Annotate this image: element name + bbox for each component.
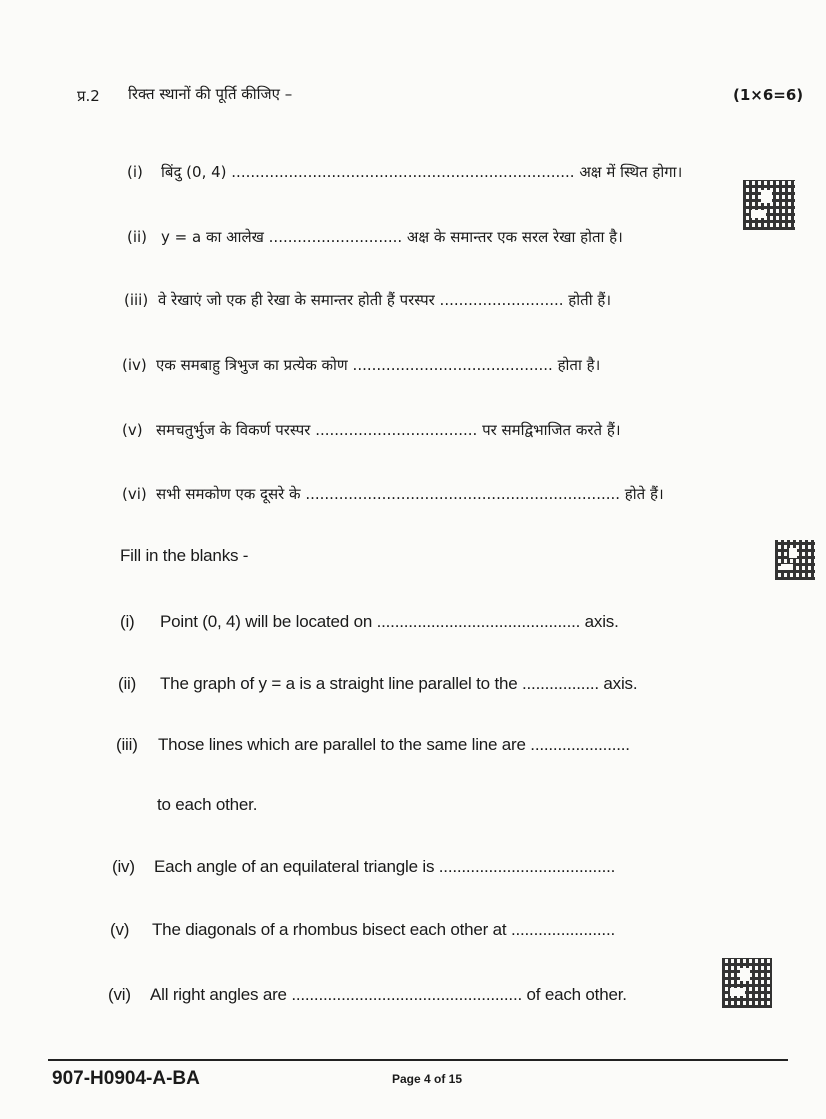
item-text: एक समबाहु त्रिभुज का प्रत्येक कोण .......................................... होता है।: [156, 356, 601, 374]
item-label: (ii): [127, 228, 148, 246]
english-item-3: [116, 735, 630, 755]
qr-code-icon: [775, 540, 815, 580]
question-number: प्र.2: [77, 87, 100, 105]
item-text: बिंदु (0, 4) ........................................................................ अक्ष में स्थित होगा।: [161, 163, 683, 181]
item-text: Those lines which are parallel to the same line are ......................: [158, 735, 630, 754]
item-text: y = a का आलेख ............................ अक्ष के समान्तर एक सरल रेखा होता है।: [161, 228, 623, 246]
english-heading: Fill in the blanks -: [120, 546, 249, 565]
item-text: Point (0, 4) will be located on ............................................. axis.: [160, 612, 619, 631]
item-text: The graph of y = a is a straight line parallel to the ................. axis.: [160, 674, 638, 693]
item-text: समचतुर्भुज के विकर्ण परस्पर .................................. पर समद्विभाजित करते हैं।: [156, 421, 621, 439]
english-item-5: [110, 920, 615, 940]
paper-code: 907-H0904-A-BA: [52, 1068, 200, 1089]
item-label: (iv): [112, 857, 135, 876]
hindi-item-4: [122, 355, 600, 375]
item-text: Each angle of an equilateral triangle is .......................................: [154, 857, 616, 876]
item-text: सभी समकोण एक दूसरे के .................................................................. होते हैं।: [156, 485, 664, 503]
item-text: The diagonals of a rhombus bisect each other at .......................: [152, 920, 615, 939]
qr-code-icon: [743, 180, 795, 230]
item-label: (vi): [122, 485, 147, 503]
item-label: (i): [120, 612, 135, 631]
english-item-1: [120, 612, 619, 632]
footer-rule: [48, 1059, 788, 1061]
item-label: (iv): [122, 356, 147, 374]
page-number: Page 4 of 15: [392, 1072, 463, 1086]
english-item-4: [112, 857, 615, 877]
english-item-2: [118, 674, 637, 694]
item-label: (ii): [118, 674, 137, 693]
item-label: (iii): [124, 291, 149, 309]
hindi-item-1: [127, 162, 682, 182]
hindi-item-6: [122, 484, 664, 504]
english-item-6: [108, 985, 627, 1005]
item-text: वे रेखाएं जो एक ही रेखा के समान्तर होती हैं परस्पर .......................... होती हैं।: [158, 291, 612, 309]
item-label: (v): [122, 421, 143, 439]
english-item-3-cont: to each other.: [157, 795, 258, 814]
question-title: रिक्त स्थानों की पूर्ति कीजिए –: [128, 85, 293, 103]
item-text: All right angles are ................................................... of each other.: [150, 985, 627, 1004]
item-label: (i): [127, 163, 143, 181]
item-label: (iii): [116, 735, 138, 754]
marks-label: (1×6=6): [733, 86, 804, 104]
qr-code-icon: [722, 958, 772, 1008]
item-label: (v): [110, 920, 130, 939]
hindi-item-2: [127, 227, 623, 247]
hindi-item-5: [122, 420, 621, 440]
item-label: (vi): [108, 985, 131, 1004]
hindi-item-3: [124, 290, 611, 310]
